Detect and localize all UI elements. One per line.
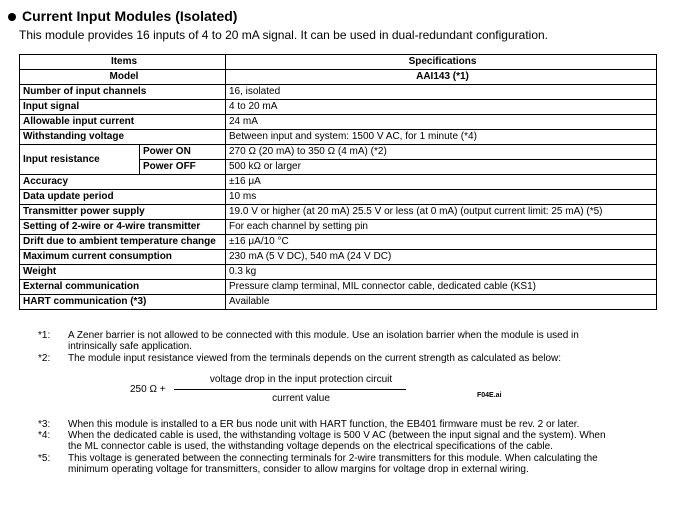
table-row xyxy=(20,100,657,115)
power-on-label: Power ON xyxy=(140,145,226,160)
footnote-3 xyxy=(38,419,580,430)
footnote-text: the ML connector cable is used, the withstanding voltage depends on the electrical specifications of the cable. xyxy=(68,441,553,452)
row-label: Data update period xyxy=(20,190,226,205)
bullet-icon xyxy=(8,13,16,21)
row-label: Setting of 2-wire or 4-wire transmitter xyxy=(20,220,226,235)
footnote-mark: *4: xyxy=(38,430,51,441)
power-on-value: 270 Ω (20 mA) to 350 Ω (4 mA) (*2) xyxy=(226,145,657,160)
footnote-text: minimum operating voltage for transmitters, consider to allow margins for voltage drop in external wiring. xyxy=(68,464,529,475)
items-header: Items xyxy=(20,55,226,70)
formula-denominator: current value xyxy=(272,393,330,404)
footnote-text: intrinsically safe application. xyxy=(68,341,192,352)
footnote-text: The module input resistance viewed from the terminals depends on the current strength as calculated as below: xyxy=(68,353,562,364)
row-label: Maximum current consumption xyxy=(20,250,226,265)
row-value: For each channel by setting pin xyxy=(226,220,657,235)
footnote-1 xyxy=(38,330,579,341)
row-value: 4 to 20 mA xyxy=(226,100,657,115)
row-value: 24 mA xyxy=(226,115,657,130)
specifications-header: Specifications xyxy=(226,55,657,70)
row-label: External communication xyxy=(20,280,226,295)
table-row xyxy=(20,175,657,190)
row-value: Between input and system: 1500 V AC, for 1 minute (*4) xyxy=(226,130,657,145)
table-row xyxy=(20,145,657,160)
footnote-text: This voltage is generated between the connecting terminals for 2-wire transmitters for this module. When calculating the xyxy=(68,453,598,464)
row-label: HART communication (*3) xyxy=(20,295,226,310)
spec-table xyxy=(19,54,657,310)
footnote-mark: *1: xyxy=(38,330,51,341)
table-row xyxy=(20,205,657,220)
footnote-text: When the dedicated cable is used, the withstanding voltage is 500 V AC (between the input signal and the system). When xyxy=(68,430,606,441)
row-label: Allowable input current xyxy=(20,115,226,130)
row-value: 19.0 V or higher (at 20 mA) 25.5 V or less (at 0 mA) (output current limit: 25 mA) (*5) xyxy=(226,205,657,220)
model-value: AAI143 (*1) xyxy=(226,70,657,85)
row-label: Accuracy xyxy=(20,175,226,190)
power-off-label: Power OFF xyxy=(140,160,226,175)
table-row xyxy=(20,280,657,295)
footnote-text: A Zener barrier is not allowed to be connected with this module. Use an isolation barrier when the module is used in xyxy=(68,330,579,341)
row-value: ±16 μA xyxy=(226,175,657,190)
fraction-bar xyxy=(174,389,406,390)
row-value: Pressure clamp terminal, MIL connector cable, dedicated cable (KS1) xyxy=(226,280,657,295)
row-value: 10 ms xyxy=(226,190,657,205)
footnote-5 xyxy=(38,453,598,464)
figure-id: F04E.ai xyxy=(477,392,502,399)
row-label: Input signal xyxy=(20,100,226,115)
footnote-text: When this module is installed to a ER bus node unit with HART function, the EB401 firmware must be rev. 2 or later. xyxy=(68,419,580,430)
section-heading xyxy=(6,8,237,24)
row-value: 230 mA (5 V DC), 540 mA (24 V DC) xyxy=(226,250,657,265)
footnote-mark: *2: xyxy=(38,353,51,364)
row-label: Withstanding voltage xyxy=(20,130,226,145)
section-heading-text: Current Input Modules (Isolated) xyxy=(22,8,238,24)
row-label: Weight xyxy=(20,265,226,280)
model-label: Model xyxy=(20,70,226,85)
table-row xyxy=(20,130,657,145)
table-row xyxy=(20,265,657,280)
table-row xyxy=(20,115,657,130)
formula-numerator: voltage drop in the input protection circuit xyxy=(209,374,393,385)
footnote-mark: *3: xyxy=(38,419,51,430)
table-row xyxy=(20,85,657,100)
table-row xyxy=(20,220,657,235)
row-value: Available xyxy=(226,295,657,310)
row-label: Transmitter power supply xyxy=(20,205,226,220)
power-off-value: 500 kΩ or larger xyxy=(226,160,657,175)
table-row xyxy=(20,295,657,310)
row-label: Drift due to ambient temperature change xyxy=(20,235,226,250)
row-value: 16, isolated xyxy=(226,85,657,100)
footnote-4 xyxy=(38,430,606,441)
row-value: 0.3 kg xyxy=(226,265,657,280)
row-label: Number of input channels xyxy=(20,85,226,100)
table-row xyxy=(20,235,657,250)
input-resistance-label: Input resistance xyxy=(20,145,140,175)
intro-text: This module provides 16 inputs of 4 to 20 mA signal. It can be used in dual-redundant configuration. xyxy=(19,28,548,42)
table-row xyxy=(20,70,657,85)
table-header-row xyxy=(20,55,657,70)
table-row xyxy=(20,190,657,205)
footnote-mark: *5: xyxy=(38,453,51,464)
footnote-2 xyxy=(38,353,562,364)
formula-lead: 250 Ω + xyxy=(130,384,166,395)
row-value: ±16 μA/10 °C xyxy=(226,235,657,250)
table-row xyxy=(20,250,657,265)
